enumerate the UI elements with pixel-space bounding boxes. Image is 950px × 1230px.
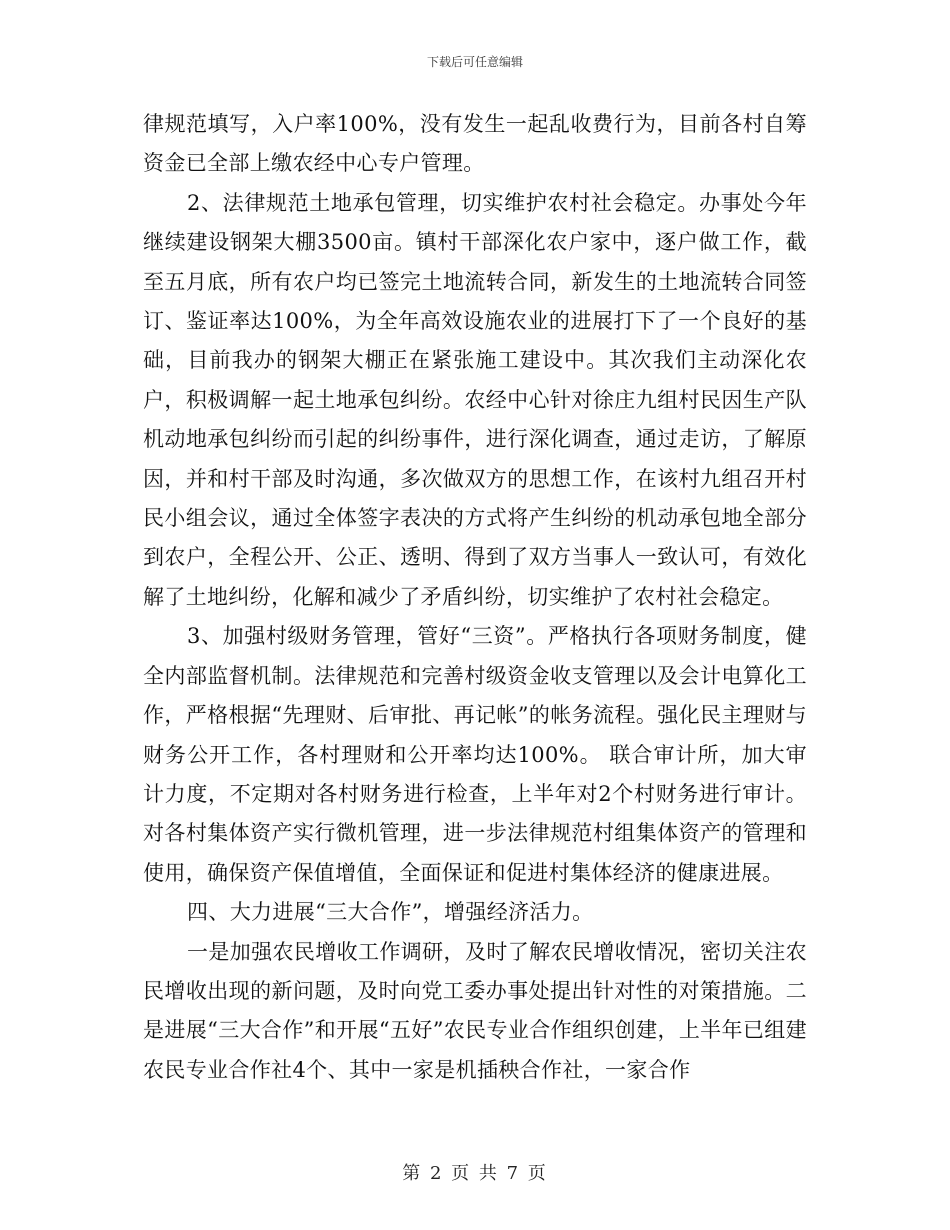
body-text <box>143 105 807 1090</box>
paragraph-village-finance: 3、加强村级财务管理，管好“三资”。严格执行各项财务制度，健全内部监督机制。法律规范和完善村级资金收支管理以及会计电算化工作，严格根据“先理财、后审批、再记帐”的帐务流程。强化民主理财与财务公开工作，各村理财和公开率均达100%。 联合审计所，加大审计力度，不定期对各村财务进行检查，上半年对2个村财务进行审计。对各村集体资产实行微机管理，进一步法律规范村组集体资产的管理和使用，确保资产保值增值，全面保证和促进村集体经济的健康进展。 <box>143 624 807 885</box>
paragraph-cooperation: 一是加强农民增收工作调研，及时了解农民增收情况，密切关注农民增收出现的新问题，及时向党工委办事处提出针对性的对策措施。二是进展“三大合作”和开展“五好”农民专业合作组织创建，上半年已组建农民专业合作社4个、其中一家是机插秧合作社，一家合作 <box>143 939 807 1082</box>
section-heading-cooperation: 四、大力进展“三大合作”，增强经济活力。 <box>187 900 594 925</box>
page-number: 第 2 页 共 7 页 <box>402 1163 548 1184</box>
header-note: 下载后可任意编辑 <box>426 55 523 69</box>
paragraph-land-contract: 2、法律规范土地承包管理，切实维护农村社会稳定。办事处今年继续建设钢架大棚3500亩。镇村干部深化农户家中，逐户做工作，截至五月底，所有农户均已签完土地流转合同，新发生的土地流转合同签订、鉴证率达100%，为全年高效设施农业的进展打下了一个良好的基础，目前我办的钢架大棚正在紧张施工建设中。其次我们主动深化农户，积极调解一起土地承包纠纷。农经中心针对徐庄九组村民因生产队机动地承包纠纷而引起的纠纷事件，进行深化调查，通过走访，了解原因，并和村干部及时沟通，多次做双方的思想工作，在该村九组召开村民小组会议，通过全体签字表决的方式将产生纠纷的机动承包地全部分到农户，全程公开、公正、透明、得到了双方当事人一致认可，有效化解了土地纠纷，化解和减少了矛盾纠纷，切实维护了农村社会稳定。 <box>143 190 807 609</box>
paragraph-continuation: 律规范填写，入户率100%，没有发生一起乱收费行为，目前各村自筹资金已全部上缴农经中心专户管理。 <box>143 112 807 176</box>
